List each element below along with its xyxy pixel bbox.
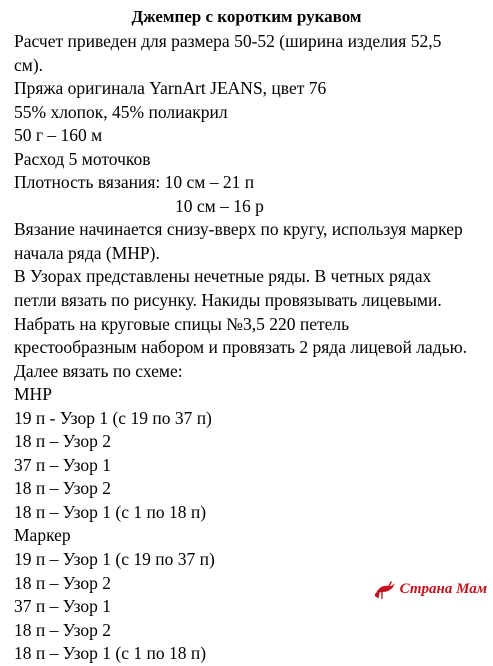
text-line: см).	[14, 54, 44, 75]
text-line: Пряжа оригинала YarnArt JEANS, цвет 76	[14, 78, 327, 99]
watermark-text: Страна Мам	[399, 580, 487, 597]
text-line: начала ряда (МНР).	[14, 242, 160, 263]
text-line: 55% хлопок, 45% полиакрил	[14, 101, 228, 122]
text-line: МНР	[14, 384, 52, 405]
document-title: Джемпер с коротким рукавом	[131, 7, 362, 26]
watermark	[373, 578, 487, 600]
stork-icon	[373, 578, 397, 600]
text-line: 18 п – Узор 2	[14, 572, 112, 593]
text-line: 10 см – 16 р	[175, 195, 264, 216]
text-line: 18 п – Узор 1 (с 1 по 18 п)	[14, 643, 207, 664]
text-line: Расчет приведен для размера 50-52 (ширина изделия 52,5	[14, 31, 442, 51]
text-line: Набрать на круговые спицы №3,5 220 петель	[14, 313, 350, 334]
text-line: 37 п – Узор 1	[14, 454, 112, 475]
text-line: 19 п - Узор 1 (с 19 по 37 п)	[14, 407, 212, 428]
text-line: 50 г – 160 м	[14, 125, 103, 146]
text-line: 37 п – Узор 1	[14, 596, 112, 617]
text-line: В Узорах представлены нечетные ряды. В четных рядах	[14, 266, 432, 287]
text-line: 18 п – Узор 2	[14, 619, 112, 640]
text-line: 18 п – Узор 2	[14, 431, 112, 452]
document-body	[14, 30, 484, 666]
text-line: крестообразным набором и провязать 2 ряда лицевой ладью.	[14, 337, 468, 358]
text-line: петли вязать по рисунку. Накиды провязывать лицевыми.	[14, 290, 442, 311]
text-line: 18 п – Узор 2	[14, 478, 112, 499]
text-line: 19 п – Узор 1 (с 19 по 37 п)	[14, 549, 215, 570]
text-line: Расход 5 моточков	[14, 148, 151, 169]
text-line: Плотность вязания: 10 см – 21 п	[14, 172, 255, 193]
text-line: 18 п – Узор 1 (с 1 по 18 п)	[14, 501, 207, 522]
text-line: Маркер	[14, 525, 71, 546]
text-line: Далее вязать по схеме:	[14, 360, 183, 381]
text-line: Вязание начинается снизу-вверх по кругу, используя маркер	[14, 219, 463, 240]
